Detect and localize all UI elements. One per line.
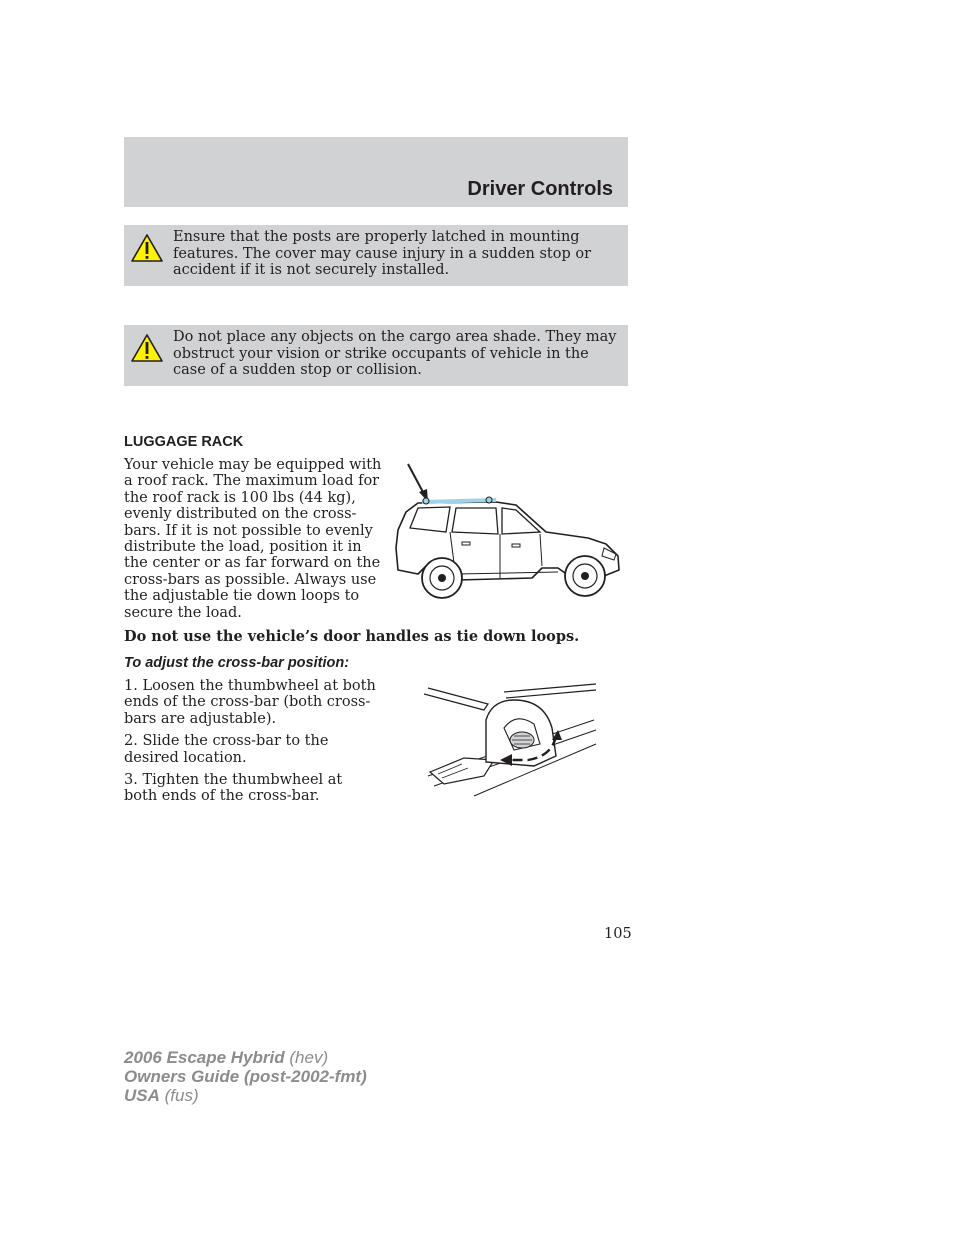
page-number: 105 (604, 926, 632, 942)
suv-roof-rack-illustration (392, 460, 622, 602)
warning-box-1 (124, 225, 628, 286)
tie-down-warning-note: Do not use the vehicle’s door handles as tie down loops. (124, 628, 580, 645)
cross-bar-thumbwheel-illustration (424, 680, 600, 798)
footer-model-code: (hev) (284, 1048, 329, 1067)
list-item: 1. Loosen the thumbwheel at both ends of the cross-bar (both cross-bars are adjustable). (124, 678, 376, 727)
warning-text-2: Do not place any objects on the cargo area shade. They may obstruct your vision or strike occupants of vehicle in the case of a sudden stop or collision. (173, 329, 617, 378)
header-band (124, 137, 628, 207)
luggage-rack-heading: LUGGAGE RACK (124, 434, 244, 450)
luggage-rack-paragraph: Your vehicle may be equipped with a roof rack. The maximum load for the roof rack is 100 lbs (44 kg), evenly distributed on the cross-bars. If it is not possible to evenly distribute the load, position it in the center or as far forward on the cross-bars as possible. Always use the adjustable tie down loops to secure the load. (124, 457, 382, 621)
footer-market: USA (124, 1086, 160, 1105)
adjust-steps-list (124, 678, 379, 811)
warning-triangle-icon (130, 233, 164, 263)
warning-box-2 (124, 325, 628, 386)
footer-guide: Owners Guide (post-2002-fmt) (124, 1067, 367, 1086)
warning-triangle-icon (130, 333, 164, 363)
footer-model: 2006 Escape Hybrid (124, 1048, 285, 1067)
list-item: 2. Slide the cross-bar to the desired location. (124, 733, 329, 766)
footer-document-info (124, 1048, 367, 1105)
adjust-cross-bar-heading: To adjust the cross-bar position: (124, 655, 350, 671)
list-item: 3. Tighten the thumbwheel at both ends of the cross-bar. (124, 772, 343, 805)
warning-text-1: Ensure that the posts are properly latched in mounting features. The cover may cause injury in a sudden stop or accident if it is not securely installed. (173, 229, 592, 278)
section-title: Driver Controls (467, 178, 613, 200)
footer-market-code: (fus) (159, 1086, 199, 1105)
